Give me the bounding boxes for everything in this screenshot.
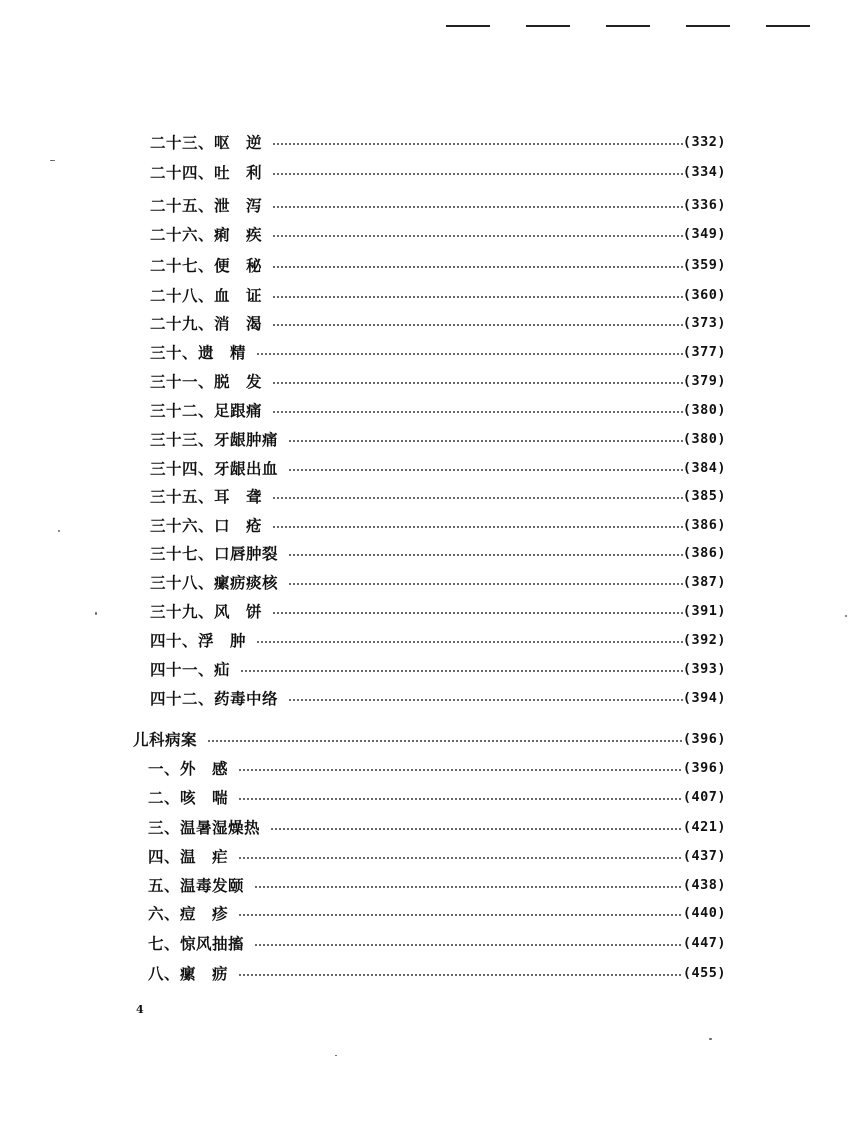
page-number: 4 (136, 1003, 144, 1016)
toc-entry-title: 二十四、吐 利 (150, 163, 263, 182)
toc-entry (150, 657, 726, 681)
toc-entry-title: 二十五、泄 泻 (150, 196, 263, 215)
toc-entry (148, 756, 726, 780)
toc-entry-page: (380) (682, 431, 726, 447)
toc-entry-page: (334) (682, 164, 726, 180)
toc-entry-title: 五、温毒发颐 (148, 876, 245, 895)
toc-entry-page: (392) (682, 632, 726, 648)
toc-entry-page: (455) (682, 965, 726, 981)
dot-leader (272, 411, 683, 413)
toc-entry-title: 三十七、口唇肿裂 (150, 544, 279, 563)
dot-leader (272, 497, 683, 499)
toc-entry (150, 628, 726, 652)
dot-leader (238, 798, 683, 800)
toc-entry-page: (373) (682, 315, 726, 331)
toc-entry (150, 253, 726, 277)
toc-entry-title: 一、外 感 (148, 759, 229, 778)
toc-entry-page: (407) (682, 789, 726, 805)
toc-entry-title: 二、咳 喘 (148, 788, 229, 807)
dot-leader (272, 266, 683, 268)
dot-leader (288, 469, 683, 471)
toc-entry-title: 二十六、痢 疾 (150, 225, 263, 244)
toc-entry-page: (349) (682, 226, 726, 242)
toc-entry-page: (377) (682, 344, 726, 360)
dot-leader (238, 914, 683, 916)
toc-entry (150, 599, 726, 623)
toc-entry-page: (380) (682, 402, 726, 418)
dot-leader (272, 173, 683, 175)
toc-entry-title: 四十一、疝 (150, 660, 231, 679)
dot-leader (272, 324, 683, 326)
toc-entry-title: 三十九、风 饼 (150, 602, 263, 621)
toc-entry-page: (336) (682, 197, 726, 213)
dot-leader (254, 944, 683, 946)
dot-leader (272, 382, 683, 384)
toc-entry-title: 三十一、脱 发 (150, 372, 263, 391)
toc-entry-title: 儿科病案 (133, 730, 198, 749)
toc-entry-title: 四十二、药毒中络 (150, 689, 279, 708)
toc-entry (150, 283, 726, 307)
dot-leader (270, 828, 683, 830)
toc-entry-page: (359) (682, 257, 726, 273)
toc-entry-page: (387) (682, 574, 726, 590)
dot-leader (288, 554, 683, 556)
toc-entry-title: 三十五、耳 聋 (150, 487, 263, 506)
header-rules (440, 25, 810, 27)
toc-entry-title: 三、温暑湿燥热 (148, 818, 261, 837)
toc-entry (150, 222, 726, 246)
toc-entry (150, 541, 726, 565)
toc-entry (148, 815, 726, 839)
toc-entry-page: (386) (682, 517, 726, 533)
toc-entry-page: (438) (682, 877, 726, 893)
dot-leader (256, 353, 683, 355)
toc-entry-page: (379) (682, 373, 726, 389)
dot-leader (238, 769, 683, 771)
toc-entry-page: (384) (682, 460, 726, 476)
dot-leader (288, 699, 683, 701)
toc-entry-title: 六、痘 疹 (148, 904, 229, 923)
toc-entry-page: (391) (682, 603, 726, 619)
toc-entry-title: 二十三、呕 逆 (150, 133, 263, 152)
dot-leader (254, 886, 683, 888)
toc-entry (148, 873, 726, 897)
dot-leader (288, 583, 683, 585)
toc-entry (150, 311, 726, 335)
toc-entry-title: 七、惊风抽搐 (148, 934, 245, 953)
toc-entry (150, 340, 726, 364)
toc-entry (150, 570, 726, 594)
toc-entry-title: 四十、浮 肿 (150, 631, 247, 650)
toc-entry-page: (440) (682, 905, 726, 921)
toc-entry-title: 三十四、牙龈出血 (150, 459, 279, 478)
toc-entry (150, 456, 726, 480)
dot-leader (272, 143, 683, 145)
dot-leader (272, 612, 683, 614)
dot-leader (288, 440, 683, 442)
dot-leader (238, 857, 683, 859)
toc-entry (150, 130, 726, 154)
toc-entry-page: (396) (682, 760, 726, 776)
toc-entry (148, 901, 726, 925)
toc-entry (148, 961, 726, 985)
dot-leader (272, 206, 683, 208)
toc-entry (150, 398, 726, 422)
toc-entry (150, 513, 726, 537)
toc-entry-title: 三十八、瘰疬痰核 (150, 573, 279, 592)
toc-entry-page: (447) (682, 935, 726, 951)
toc-entry (150, 193, 726, 217)
toc-entry-page: (394) (682, 690, 726, 706)
toc-entry-page: (360) (682, 287, 726, 303)
dot-leader (272, 526, 683, 528)
toc-entry-title: 二十八、血 证 (150, 286, 263, 305)
toc-entry-page: (393) (682, 661, 726, 677)
toc-entry-page: (385) (682, 488, 726, 504)
toc-entry-title: 三十六、口 疮 (150, 516, 263, 535)
toc-entry-page: (396) (682, 731, 726, 747)
toc-entry (150, 484, 726, 508)
toc-entry-title: 三十三、牙龈肿痛 (150, 430, 279, 449)
toc-entry (150, 160, 726, 184)
dot-leader (272, 296, 683, 298)
dot-leader (207, 740, 683, 742)
toc-entry-page: (437) (682, 848, 726, 864)
toc-entry (148, 785, 726, 809)
toc-entry-title: 二十七、便 秘 (150, 256, 263, 275)
toc-entry-title: 二十九、消 渴 (150, 314, 263, 333)
toc-entry-page: (421) (682, 819, 726, 835)
toc-entry (148, 844, 726, 868)
toc-entry (150, 427, 726, 451)
toc-entry-title: 八、瘰 疬 (148, 964, 229, 983)
dot-leader (240, 670, 683, 672)
toc-entry (150, 369, 726, 393)
dot-leader (238, 974, 683, 976)
toc-section-heading (133, 727, 726, 751)
toc-entry-title: 四、温 疟 (148, 847, 229, 866)
toc-entry (150, 686, 726, 710)
dot-leader (256, 641, 683, 643)
dot-leader (272, 235, 683, 237)
toc-entry-page: (386) (682, 545, 726, 561)
toc-entry (148, 931, 726, 955)
toc-entry-title: 三十、遗 精 (150, 343, 247, 362)
toc-entry-page: (332) (682, 134, 726, 150)
toc-entry-title: 三十二、足跟痛 (150, 401, 263, 420)
